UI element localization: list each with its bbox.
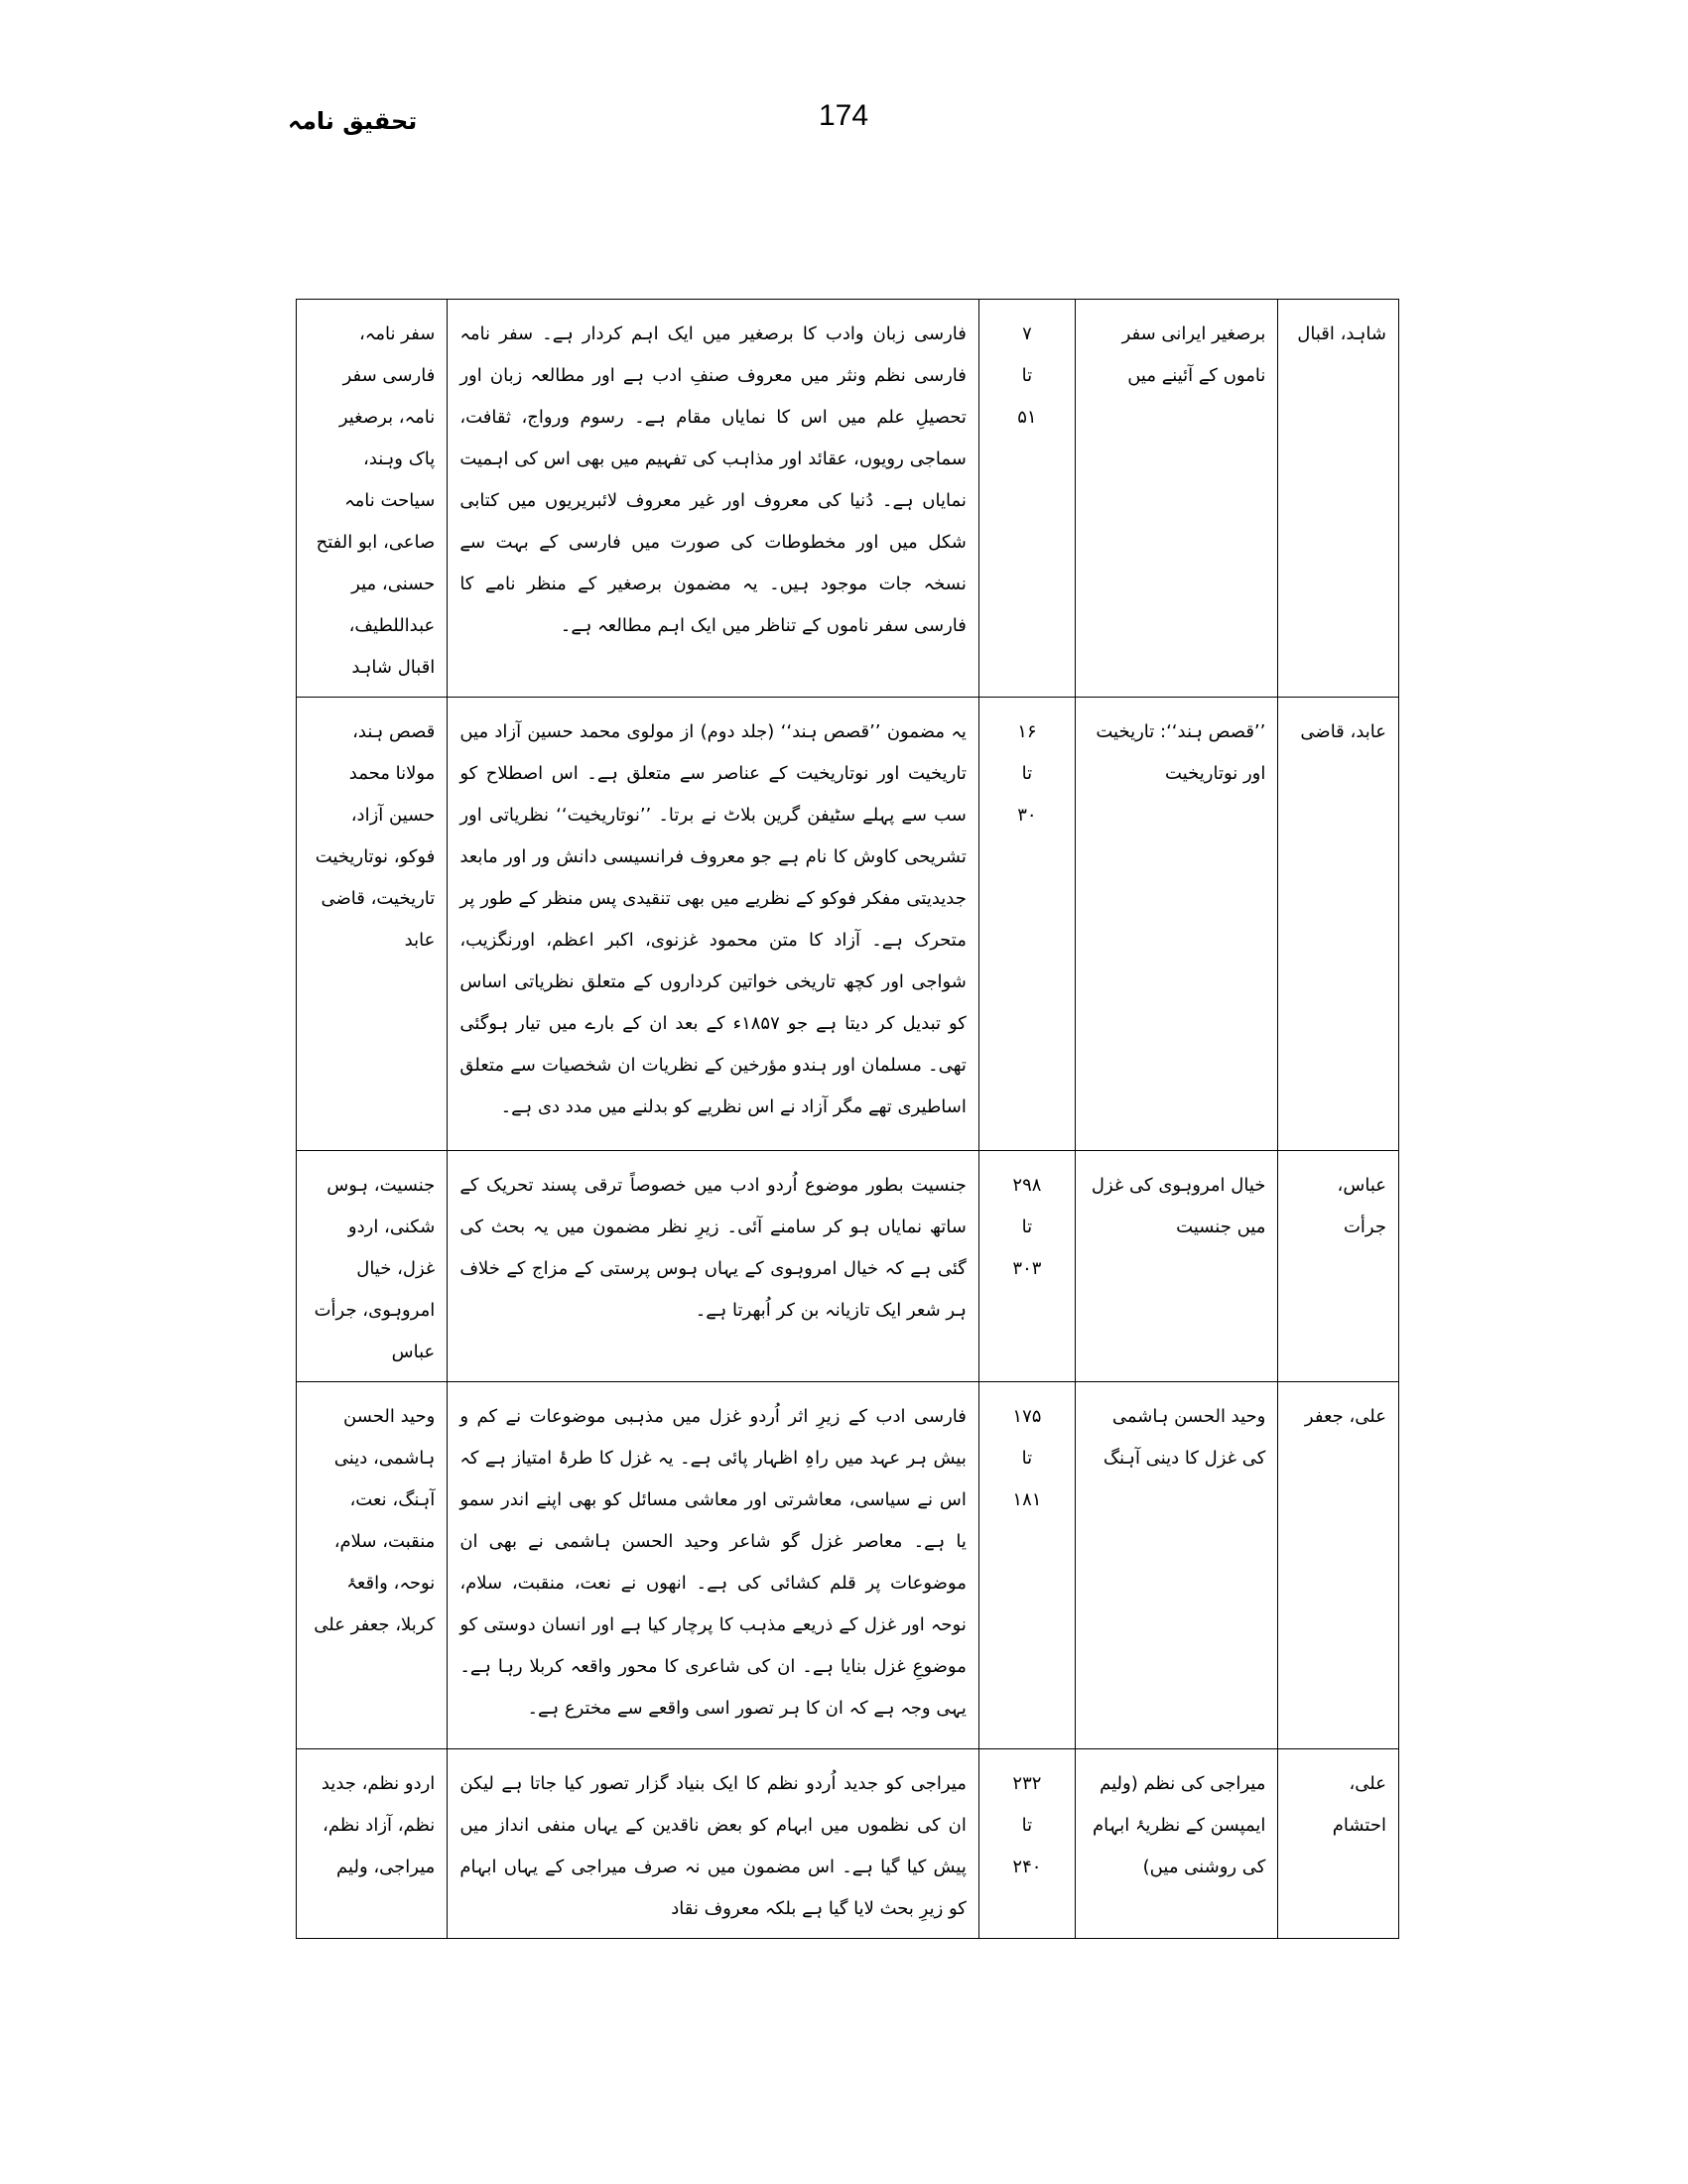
pages-to: ۱۸۱ — [1012, 1489, 1042, 1510]
journal-title: تحقیق نامہ — [288, 107, 418, 135]
keywords-cell: قصص ہند، مولانا محمد حسین آزاد، فوکو، نوتاریخیت تاریخیت، قاضی عابد — [297, 698, 448, 1151]
pages-from: ۱۶ — [1017, 721, 1037, 742]
pages-separator: تا — [1021, 1815, 1033, 1836]
keywords-cell: وحید الحسن ہاشمی، دینی آہنگ، نعت، منقبت، سلام، نوحہ، واقعۂ کربلا، جعفر علی — [297, 1382, 448, 1749]
table-row — [297, 698, 1399, 1151]
pages-cell — [978, 1151, 1075, 1382]
author-cell: عباس، جرأت — [1278, 1151, 1399, 1382]
pages-cell — [978, 698, 1075, 1151]
pages-separator: تا — [1021, 365, 1033, 386]
pages-separator: تا — [1021, 763, 1033, 784]
pages-from: ۷ — [1022, 323, 1032, 344]
pages-to: ۲۴۰ — [1012, 1857, 1042, 1877]
keywords-cell: اردو نظم، جدید نظم، آزاد نظم، میراجی، ولیم — [297, 1749, 448, 1939]
pages-from: ۲۳۲ — [1012, 1773, 1042, 1794]
table-row — [297, 1382, 1399, 1749]
pages-from: ۱۷۵ — [1012, 1406, 1042, 1427]
pages-from: ۲۹۸ — [1012, 1175, 1042, 1196]
title-cell: خیال امروہوی کی غزل میں جنسیت — [1075, 1151, 1277, 1382]
author-cell: علی، احتشام — [1278, 1749, 1399, 1939]
author-cell: عابد، قاضی — [1278, 698, 1399, 1151]
pages-to: ۳۰۳ — [1012, 1258, 1042, 1279]
table-row — [297, 1151, 1399, 1382]
author-cell: شاہد، اقبال — [1278, 300, 1399, 698]
pages-separator: تا — [1021, 1217, 1033, 1237]
abstract-cell: جنسیت بطور موضوع اُردو ادب میں خصوصاً ترقی پسند تحریک کے ساتھ نمایاں ہو کر سامنے آئی۔ زیرِ نظر مضمون میں یہ بحث کی گئی ہے کہ خیال امروہوی کے یہاں ہوس پرستی کے مزاج کے خلاف ہر شعر ایک تازیانہ بن کر اُبھرتا ہے۔ — [448, 1151, 979, 1382]
table-row — [297, 1749, 1399, 1939]
author-cell: علی، جعفر — [1278, 1382, 1399, 1749]
pages-to: ۳۰ — [1017, 805, 1037, 826]
pages-to: ۵۱ — [1017, 407, 1037, 428]
abstract-cell: میراجی کو جدید اُردو نظم کا ایک بنیاد گزار تصور کیا جاتا ہے لیکن ان کی نظموں میں ابہام کو بعض ناقدین کے یہاں منفی انداز میں پیش کیا گیا ہے۔ اس مضمون میں نہ صرف میراجی کے یہاں ابہام کو زیرِ بحث لایا گیا ہے بلکہ معروف نقاد — [448, 1749, 979, 1939]
title-cell: برصغیر ایرانی سفر ناموں کے آئینے میں — [1075, 300, 1277, 698]
keywords-cell: سفر نامہ، فارسی سفر نامہ، برصغیر پاک وہند، سیاحت نامہ صاعی، ابو الفتح حسنی، میر عبداللطیف، اقبال شاہد — [297, 300, 448, 698]
keywords-cell: جنسیت، ہوس شکنی، اردو غزل، خیال امروہوی، جرأت عباس — [297, 1151, 448, 1382]
title-cell: ’’قصص ہند‘‘: تاریخیت اور نوتاریخیت — [1075, 698, 1277, 1151]
title-cell: میراجی کی نظم (ولیم ایمپسن کے نظریۂ ابہام کی روشنی میں) — [1075, 1749, 1277, 1939]
pages-cell — [978, 1749, 1075, 1939]
abstract-cell: یہ مضمون ’’قصص ہند‘‘ (جلد دوم) از مولوی محمد حسین آزاد میں تاریخیت اور نوتاریخیت کے عناصر سے متعلق ہے۔ اس اصطلاح کو سب سے پہلے سٹیفن گرین بلاٹ نے برتا۔ ’’نوتاریخیت‘‘ نظریاتی اور تشریحی کاوش کا نام ہے جو معروف فرانسیسی دانش ور اور مابعد جدیدیتی مفکر فوکو کے نظریے میں بھی تنقیدی پس منظر کے طور پر متحرک ہے۔ آزاد کا متن محمود غزنوی، اکبر اعظم، اورنگزیب، شواجی اور کچھ تاریخی خواتین کرداروں کے متعلق نظریاتی اساس کو تبدیل کر دیتا ہے جو ۱۸۵۷ء کے بعد ان کے بارے میں تیار ہوگئی تھی۔ مسلمان اور ہندو مؤرخین کے نظریات ان شخصیات سے متعلق اساطیری تھے مگر آزاد نے اس نظریے کو بدلنے میں مدد دی ہے۔ — [448, 698, 979, 1151]
abstract-cell: فارسی زبان وادب کا برصغیر میں ایک اہم کردار ہے۔ سفر نامہ فارسی نظم ونثر میں معروف صنفِ ادب ہے اور مطالعہ زبان اور تحصیلِ علم میں اس کا نمایاں مقام ہے۔ رسوم ورواج، ثقافت، سماجی رویوں، عقائد اور مذاہب کی تفہیم میں بھی اس کی اہمیت نمایاں ہے۔ دُنیا کی معروف اور غیر معروف لائبریریوں میں کتابی شکل میں اور مخطوطات کی صورت میں فارسی کے بہت سے نسخہ جات موجود ہیں۔ یہ مضمون برصغیر کے منظر نامے کا فارسی سفر ناموں کے تناظر میں ایک اہم مطالعہ ہے۔ — [448, 300, 979, 698]
pages-cell — [978, 1382, 1075, 1749]
title-cell: وحید الحسن ہاشمی کی غزل کا دینی آہنگ — [1075, 1382, 1277, 1749]
page-number: 174 — [818, 99, 869, 132]
pages-separator: تا — [1021, 1448, 1033, 1469]
article-index-table — [296, 299, 1399, 1939]
pages-cell — [978, 300, 1075, 698]
table-row — [297, 300, 1399, 698]
abstract-cell: فارسی ادب کے زیرِ اثر اُردو غزل میں مذہبی موضوعات نے کم و بیش ہر عہد میں راہِ اظہار پائی ہے۔ یہ غزل کا طرۂ امتیاز ہے کہ اس نے سیاسی، معاشرتی اور معاشی مسائل کو بھی اپنے اندر سمو یا ہے۔ معاصر غزل گو شاعر وحید الحسن ہاشمی نے بھی ان موضوعات پر قلم کشائی کی ہے۔ انھوں نے نعت، منقبت، سلام، نوحہ اور غزل کے ذریعے مذہب کا پرچار کیا ہے اور انسان دوستی کو موضوعِ غزل بنایا ہے۔ ان کی شاعری کا محور واقعہ کربلا رہا ہے۔ یہی وجہ ہے کہ ان کا ہر تصور اسی واقعے سے مخترع ہے۔ — [448, 1382, 979, 1749]
